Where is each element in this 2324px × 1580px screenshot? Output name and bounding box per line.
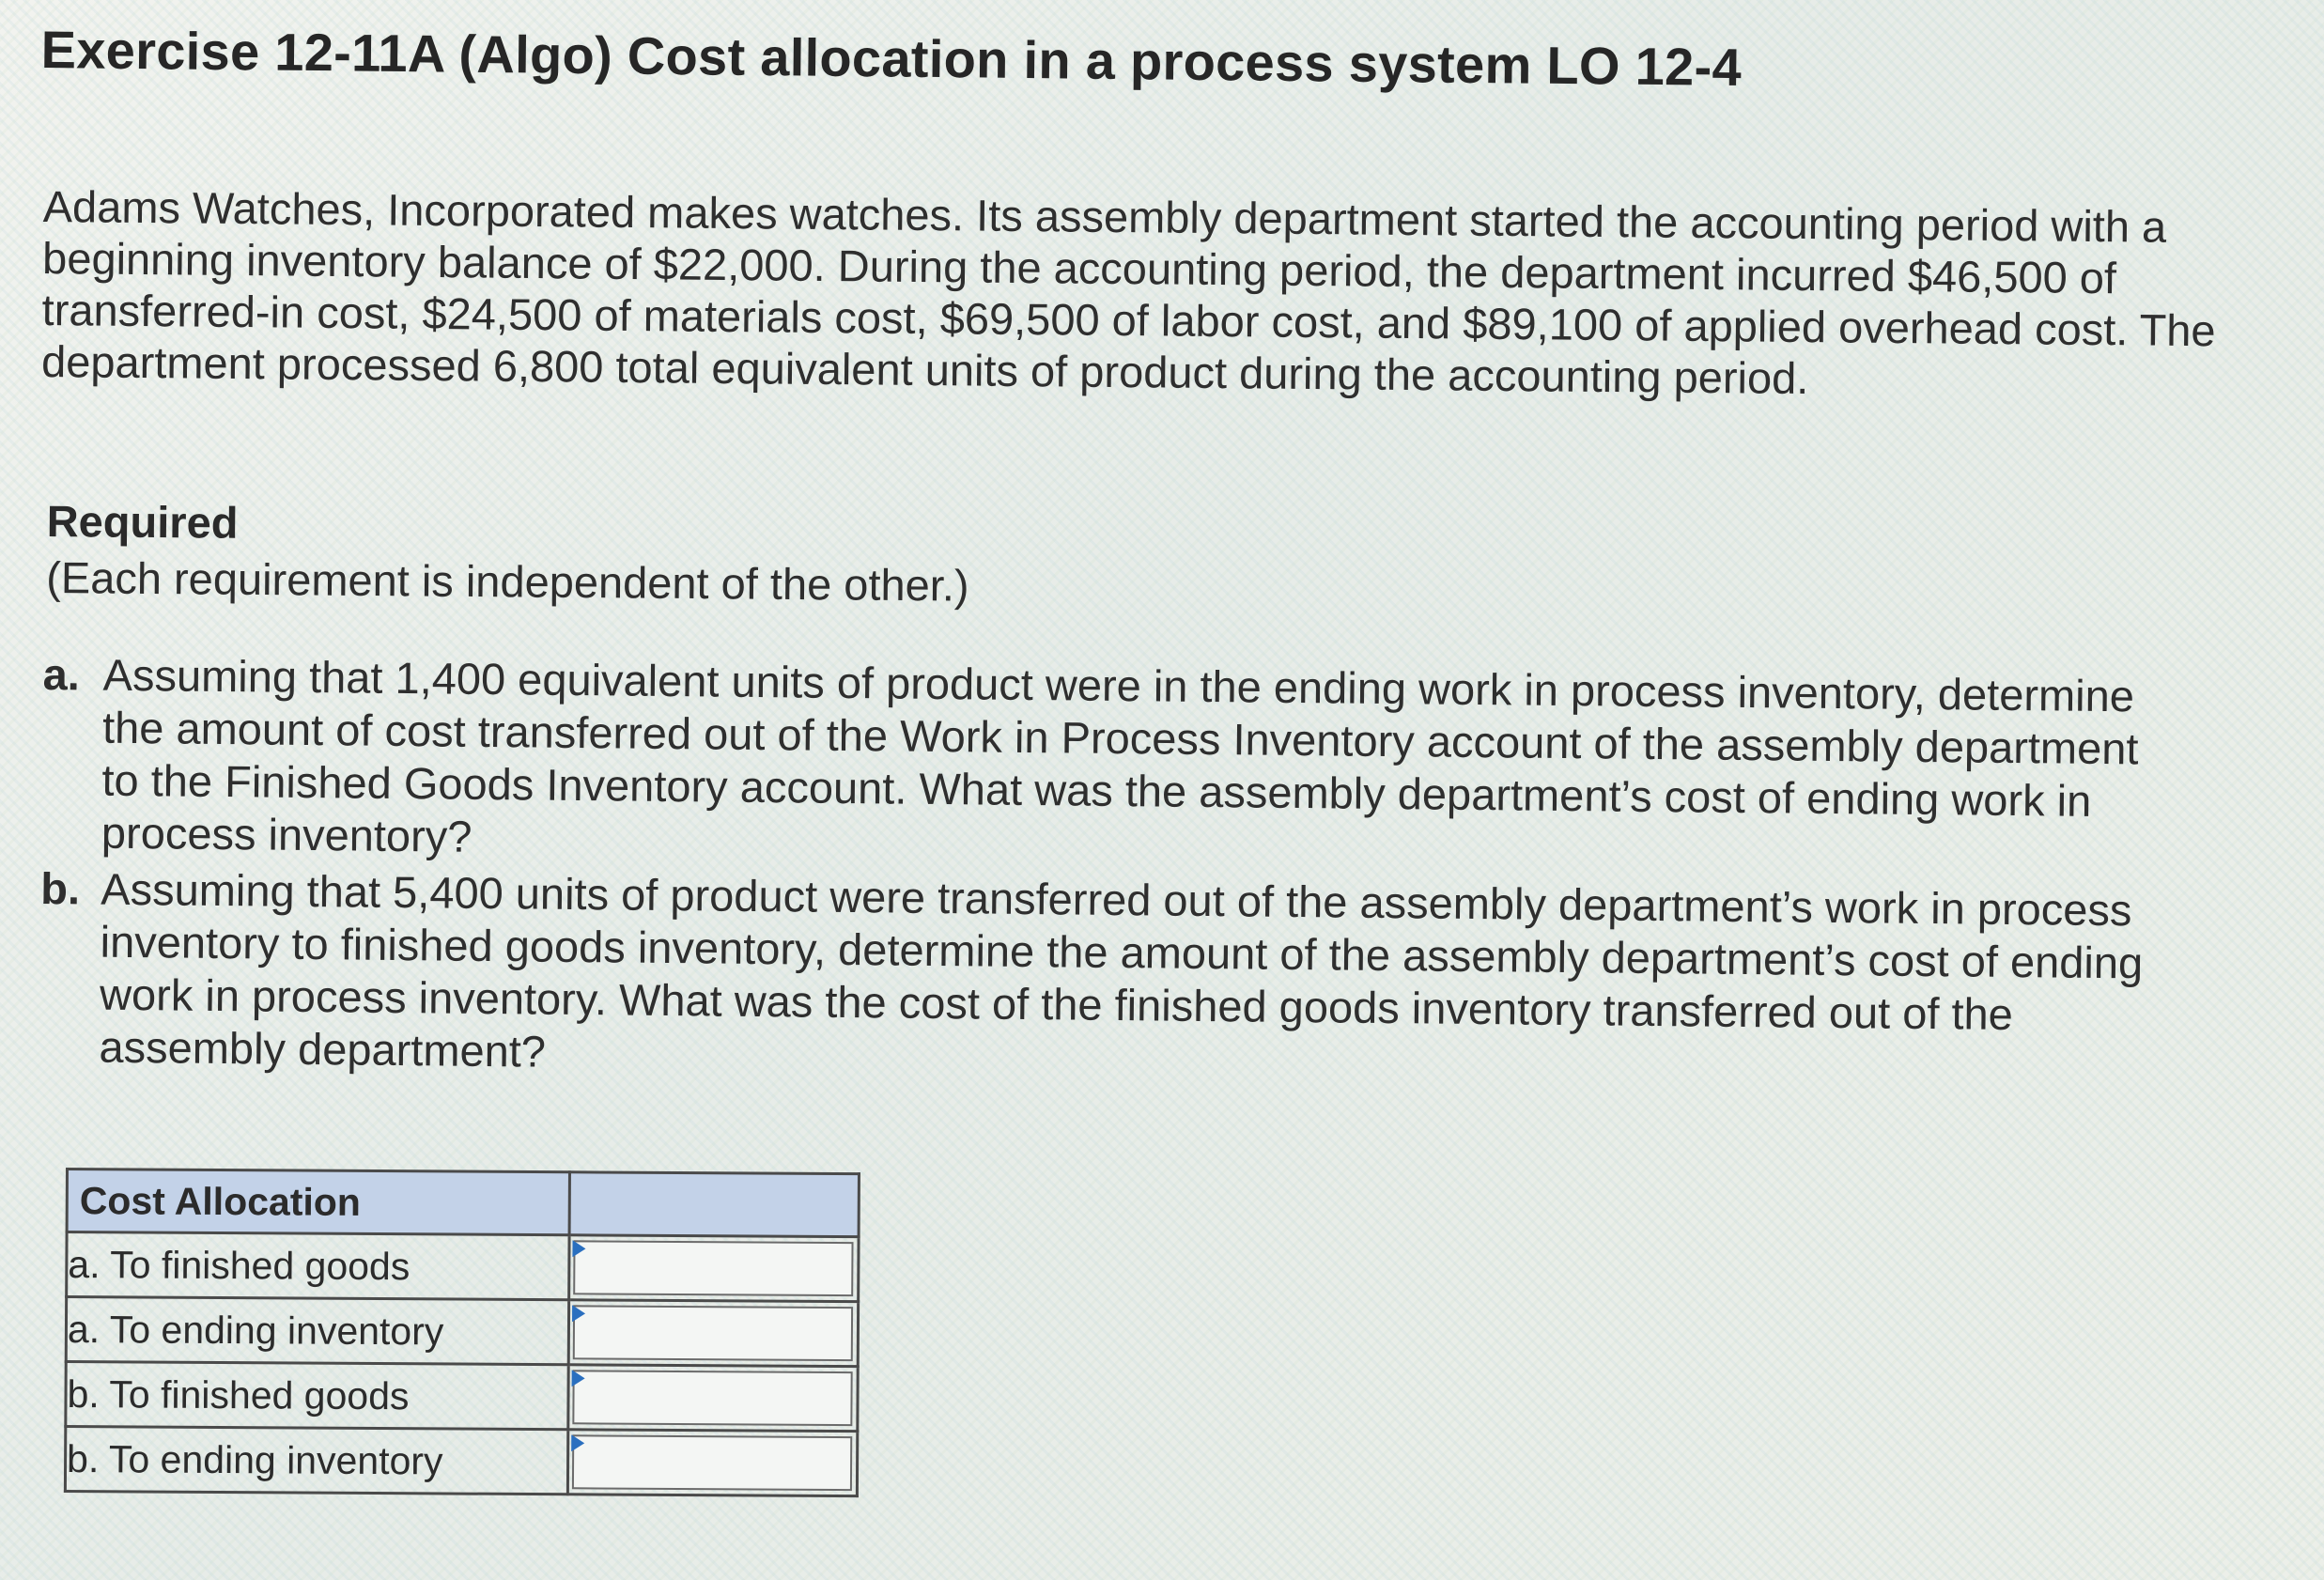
requirement-a xyxy=(41,648,2157,881)
table-row xyxy=(66,1297,858,1367)
exercise-title: Exercise 12-11A (Algo) Cost allocation in a process system LO 12-4 xyxy=(40,19,1743,97)
row-label-a-ending-inventory: a. To ending inventory xyxy=(66,1297,568,1365)
input-marker-icon xyxy=(572,1240,585,1257)
cost-allocation-header: Cost Allocation xyxy=(67,1170,569,1235)
table-row xyxy=(65,1427,857,1496)
amount-column-header xyxy=(569,1172,859,1237)
cost-allocation-table xyxy=(64,1168,860,1497)
table-row xyxy=(67,1232,859,1302)
required-heading: Required xyxy=(46,495,239,548)
requirements-list xyxy=(39,648,2157,1099)
row-label-b-ending-inventory: b. To ending inventory xyxy=(65,1427,567,1495)
input-marker-icon xyxy=(571,1434,584,1451)
amount-cell xyxy=(568,1365,858,1432)
requirement-a-letter: a. xyxy=(42,648,81,700)
table-header-row xyxy=(67,1170,859,1237)
required-note: (Each requirement is independent of the other.) xyxy=(45,551,969,611)
required-section xyxy=(46,493,969,614)
input-marker-icon xyxy=(572,1305,585,1322)
table-row xyxy=(66,1362,858,1432)
a-ending-inventory-input[interactable] xyxy=(573,1305,853,1361)
input-marker-icon xyxy=(572,1370,585,1386)
requirement-b-text: Assuming that 5,400 units of product were transferred out of the assembly department’s work in process inventory to finished goods inventory, determine the amount of the assembly department’s cost of ending work in process inventory. What was the cost of the finished goods inventory transferred out of the assembly department? xyxy=(99,863,2144,1077)
b-finished-goods-input[interactable] xyxy=(572,1370,852,1426)
requirement-b-letter: b. xyxy=(40,862,81,914)
b-ending-inventory-input[interactable] xyxy=(572,1434,852,1491)
a-finished-goods-input[interactable] xyxy=(573,1240,853,1296)
row-label-a-finished-goods: a. To finished goods xyxy=(67,1232,569,1300)
amount-cell xyxy=(569,1235,859,1302)
amount-cell xyxy=(568,1300,858,1367)
requirement-b xyxy=(39,862,2154,1095)
row-label-b-finished-goods: b. To finished goods xyxy=(66,1362,568,1430)
requirement-a-text: Assuming that 1,400 equivalent units of product were in the ending work in process inventory, determine the amount of cost transferred out of the Work in Process Inventory account of the assembly department to the Finished Goods Inventory account. What was the assembly department’s cost of ending work in process inventory? xyxy=(101,649,2139,861)
problem-description: Adams Watches, Incorporated makes watches. Its assembly department started the accounting period with a beginning inventory balance of $22,000. During the accounting period, the department incurred $46,500 of transferred-in cost, $24,500 of materials cost, $69,500 of labor cost, and $89,100 of applied overhead cost. The department processed 6,800 total equivalent units of product during the accounting period. xyxy=(40,180,2216,404)
amount-cell xyxy=(567,1430,857,1496)
